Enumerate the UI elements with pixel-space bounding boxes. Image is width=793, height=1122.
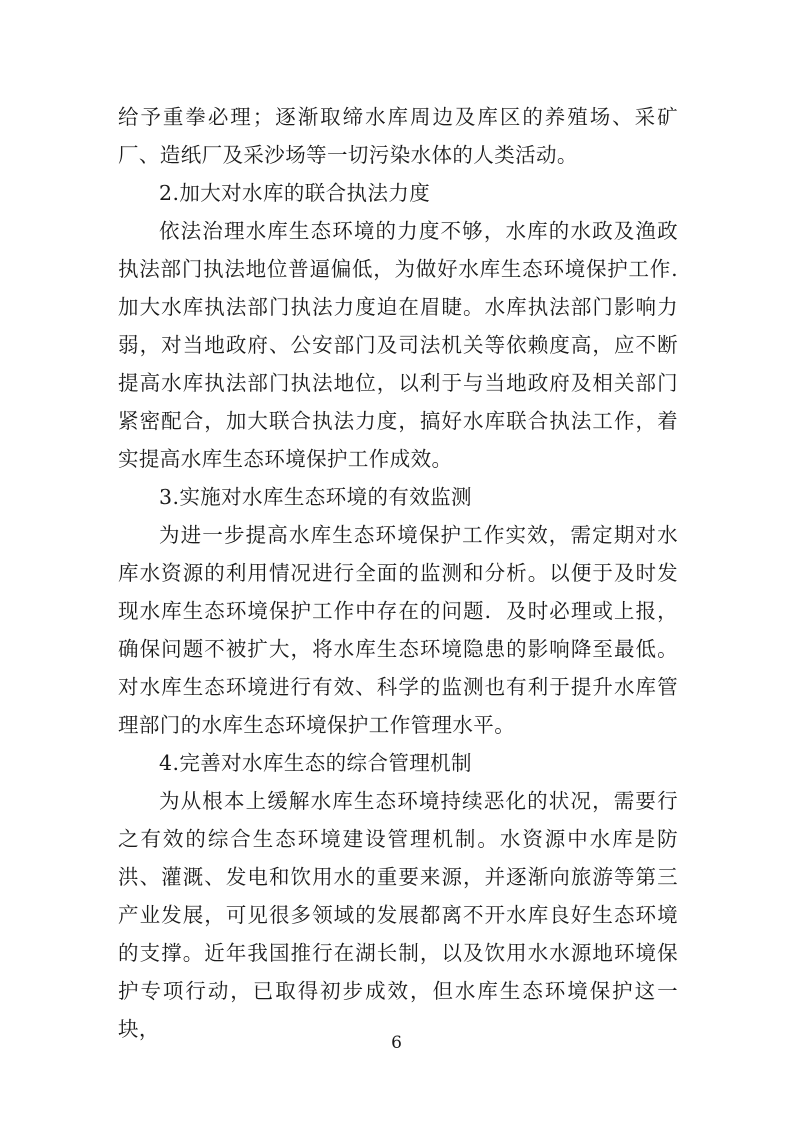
section-heading-4: 4.完善对水库生态的综合管理机制 xyxy=(159,751,472,775)
paragraph-monitoring: 为进一步提高水库生态环境保护工作实效，需定期对水库水资源的利用情况进行全面的监测和分析。以便于及时发现水库生态环境保护工作中存在的问题．及时必理或上报，确保问题不被扩大，将水库生态环境隐患的影响降至最低。对水库生态环境进行有效、科学的监测也有利于提升水库管理部门的水库生态环境保护工作管理水平。 xyxy=(118,523,678,737)
paragraph-continued: 给予重拳必理；逐渐取缔水库周边及库区的养殖场、采矿厂、造纸厂及采沙场等一切污染水体的人类活动。 xyxy=(118,105,678,167)
section-heading-3: 3.实施对水库生态环境的有效监测 xyxy=(159,485,472,509)
body-text xyxy=(118,98,678,1048)
paragraph-joint-enforcement: 依法治理水库生态环境的力度不够，水库的水政及渔政执法部门执法地位普逼偏低，为做好水库生态环境保护工作.加大水库执法部门执法力度迫在眉睫。水库执法部门影响力弱，对当地政府、公安部门及司法机关等依赖度高，应不断提高水库执法部门执法地位，以利于与当地政府及相关部门紧密配合，加大联合执法力度，搞好水库联合执法工作，着实提高水库生态环境保护工作成效。 xyxy=(118,219,678,471)
paragraph-management-mechanism: 为从根本上缓解水库生态环境持续恶化的状况，需要行之有效的综合生态环境建设管理机制。水资源中水库是防洪、灌溉、发电和饮用水的重要来源，并逐渐向旅游等第三产业发展，可见很多领域的发展都离不开水库良好生态环境的支撑。近年我国推行在湖长制，以及饮用水水源地环境保护专项行动，已取得初步成效，但水库生态环境保护这一块， xyxy=(118,789,678,1041)
section-heading-2: 2.加大对水库的联合执法力度 xyxy=(159,181,431,205)
page-number: 6 xyxy=(391,1033,402,1053)
